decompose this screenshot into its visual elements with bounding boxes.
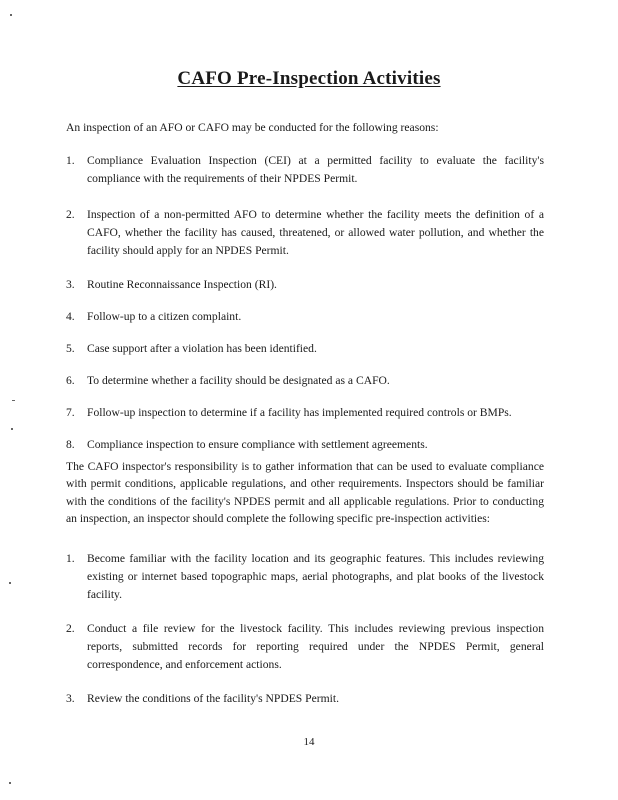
list-item-text: Become familiar with the facility location and its geographic features. This includes reviewing existing or internet based topographic maps, aerial photographs, and plat books of the livestock facility. [87,552,544,601]
list-item-text: Follow-up to a citizen complaint. [87,310,242,323]
activities-list [66,550,544,708]
list-item-text: Routine Reconnaissance Inspection (RI). [87,278,277,291]
list-item [66,206,544,260]
list-item-text: Follow-up inspection to determine if a facility has implemented required controls or BMPs. [87,406,512,419]
list-item-text: Inspection of a non-permitted AFO to determine whether the facility meets the definition of a CAFO, whether the facility has caused, threatened, or allowed water pollution, and whether the facility should apply for an NPDES Permit. [87,208,544,257]
list-item-number: 1. [66,154,75,167]
list-item-number: 8. [66,438,75,451]
list-item-text: Compliance inspection to ensure compliance with settlement agreements. [87,438,428,451]
list-item [66,308,544,326]
list-item-number: 2. [66,622,75,635]
list-item [66,550,544,604]
list-item-number: 6. [66,374,75,387]
list-item-number: 4. [66,310,75,323]
responsibility-paragraph: The CAFO inspector's responsibility is to gather information that can be used to evaluate compliance with permit conditions, applicable regulations, and other requirements. Inspectors should be familiar with the conditions of the facility's NPDES permit and all applicable regulations. Prior to conducting an inspection, an inspector should complete the following specific pre-inspection activities: [66,460,544,525]
scan-speck [9,782,11,784]
list-item [66,436,544,454]
list-item [66,276,544,294]
scan-speck [10,14,12,16]
scan-speck [9,582,11,584]
scan-speck [11,428,13,430]
list-item-number: 3. [66,692,75,705]
page-title: CAFO Pre-Inspection Activities [177,68,441,89]
list-item [66,340,544,358]
page-number: 14 [303,736,315,748]
scan-speck [12,400,15,401]
list-item-number: 2. [66,208,75,221]
list-item [66,152,544,188]
list-item-number: 7. [66,406,75,419]
reasons-list [66,152,544,454]
list-item [66,620,544,674]
list-item [66,404,544,422]
list-item-text: Case support after a violation has been identified. [87,342,317,355]
list-item-number: 3. [66,278,75,291]
list-item-number: 5. [66,342,75,355]
list-item-text: Review the conditions of the facility's NPDES Permit. [87,692,339,705]
list-item [66,372,544,390]
list-item-text: Conduct a file review for the livestock facility. This includes reviewing previous inspection reports, submitted records for reporting required under the NPDES Permit, general correspondence, and enforcement actions. [87,622,544,671]
list-item-number: 1. [66,552,75,565]
list-item [66,690,544,708]
list-item-text: To determine whether a facility should be designated as a CAFO. [87,374,390,387]
intro-text: An inspection of an AFO or CAFO may be conducted for the following reasons: [66,121,439,134]
list-item-text: Compliance Evaluation Inspection (CEI) at a permitted facility to evaluate the facility's compliance with the requirements of their NPDES Permit. [87,154,544,185]
